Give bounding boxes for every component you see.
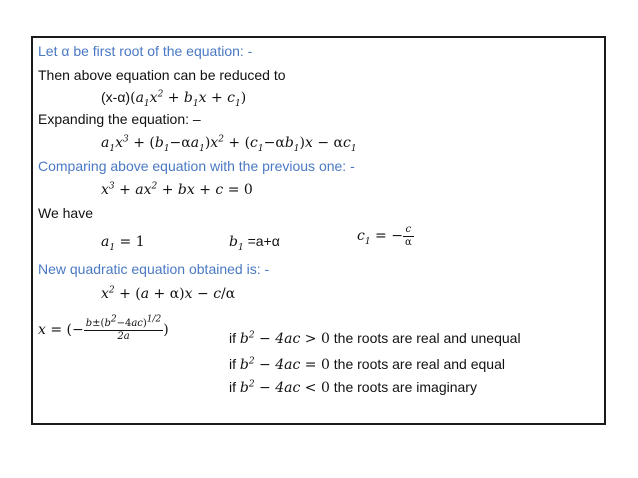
condition-imaginary-text: the roots are imaginary [333,379,477,395]
intro-line: Let α be first root of the equation: - [38,43,253,59]
condition-equal: if $b^2 - 4ac = 0$ the roots are real and equal [229,356,505,373]
condition-unequal-if: if [229,330,236,346]
reduced-equation: $(x-\alpha)(a_1x^2 + b_1x + c_1)$ [101,89,247,109]
expanding-line: Expanding the equation: – [38,111,201,127]
b1-rhs: =a+α [247,233,280,249]
cubic-equation: $x^3 + ax^2$ + bx + c = 0 [101,181,253,198]
a1-value: $a_1 = 1$ [101,234,145,253]
new-quadratic-line: New quadratic equation obtained is: - [38,261,270,277]
c1-value: $c_1$ = − $\frac{c}{\alpha}$ [357,224,412,248]
we-have-line: We have [38,205,93,221]
condition-equal-text: the roots are real and equal [333,356,505,372]
expanded-equation: $a_1x^3 + (b_1-\alpha a_1)x^2 + (c_1-\alpha b_1)x - \alpha c_1$ [101,134,357,154]
reduction-line: Then above equation can be reduced to [38,67,286,83]
reduced-equation-prefix: (x-α) [101,89,131,105]
condition-unequal-text: the roots are real and unequal [333,330,521,346]
quadratic-equation: $x^2 + (a + \alpha)x - c/\alpha$ [101,285,236,302]
condition-unequal: if $b^2 - 4ac > 0$ the roots are real and unequal [229,330,521,347]
b1-value: $b_1 =a+\alpha$ [229,233,280,253]
root-formula: x = (− $\frac{b\pm(b^2-4ac)^{1/2}}{2a}$ ) [38,314,169,342]
condition-imaginary-if: if [229,379,236,395]
condition-equal-if: if [229,356,236,372]
condition-imaginary: if $b^2 - 4ac < 0$ the roots are imaginary [229,379,477,396]
comparing-line: Comparing above equation with the previous one: - [38,158,355,174]
